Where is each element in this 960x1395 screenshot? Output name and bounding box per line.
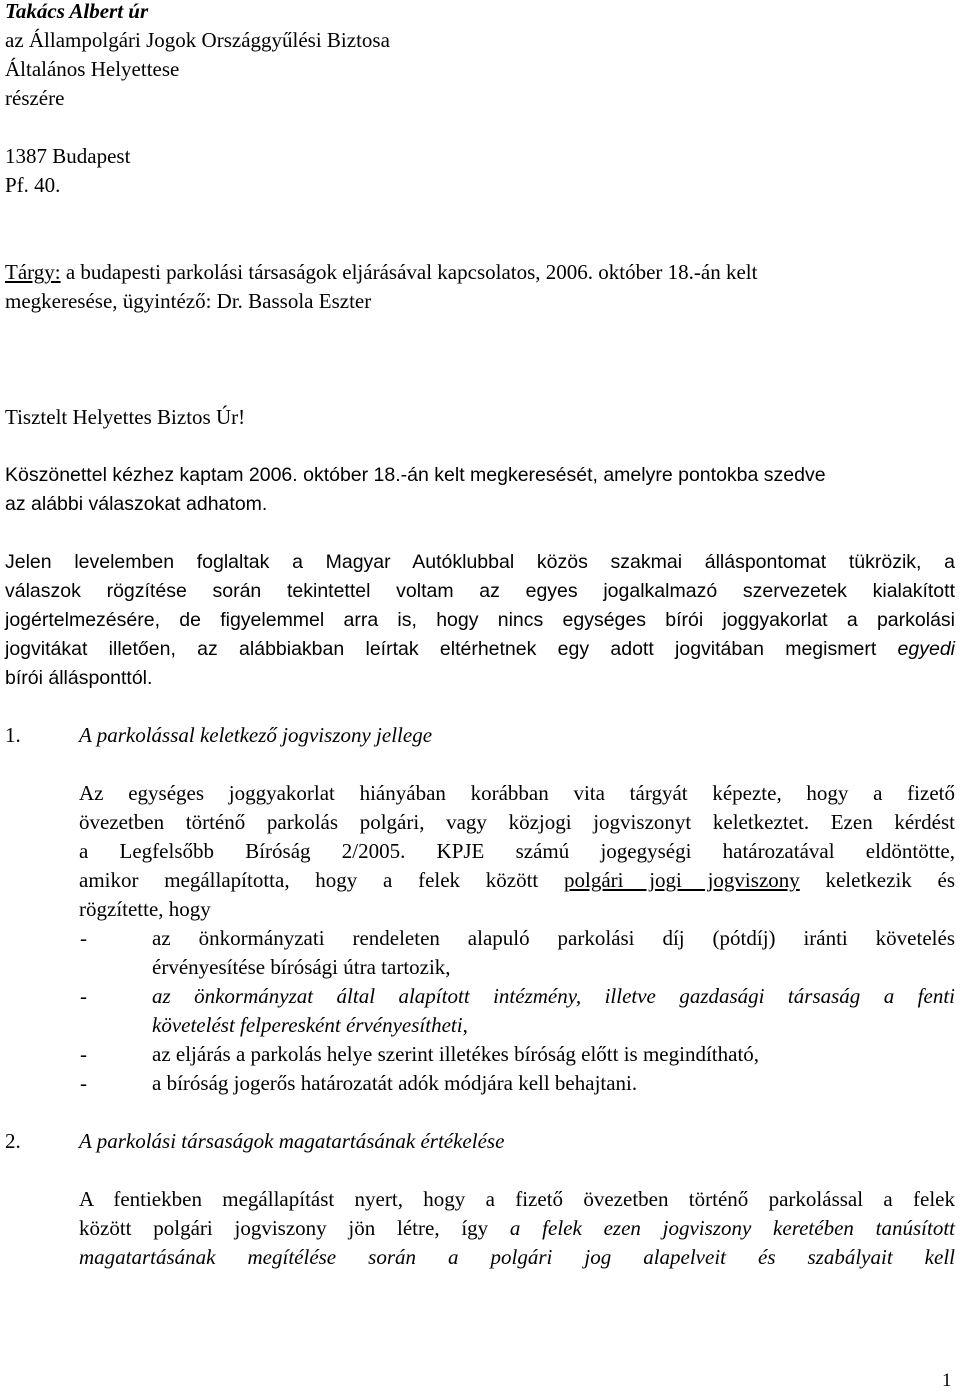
list-item-4-line-1: a bíróság jogerős határozatát adók módjára kell behajtani.	[152, 1071, 638, 1095]
section1-line-3: a Legfelsőbb Bíróság 2/2005. KPJE számú jogegységi határozatával eldöntötte,	[79, 839, 955, 863]
list-item-1-line-2: érvényesítése bírósági útra tartozik,	[152, 955, 451, 979]
section2-line-2-text: között polgári jogviszony jön létre, így	[79, 1216, 510, 1240]
section1-line-4-end: keletkezik és	[799, 868, 955, 892]
para1-line-3: jogértelmezésére, de figyelemmel arra is, hogy nincs egységes bírói joggyakorlat a parkolási	[5, 609, 955, 631]
page-number: 1	[942, 1370, 952, 1391]
addressee-pobox: Pf. 40.	[5, 173, 61, 197]
section2-number: 2.	[5, 1129, 21, 1153]
section1-line-5: rögzítette, hogy	[79, 897, 211, 921]
list-item-2-dash: -	[80, 984, 87, 1008]
list-item-4-dash: -	[80, 1071, 87, 1095]
para1-line-4-text: jogvitákat illetően, az alábbiakban leírtak eltérhetnek egy adott jogvitában megismert	[5, 638, 898, 660]
list-item-1-line-1: az önkormányzati rendeleten alapuló parkolási díj (pótdíj) iránti követelés	[152, 926, 955, 950]
subject-label: Tárgy:	[5, 260, 61, 284]
addressee-postal: 1387 Budapest	[5, 144, 131, 168]
intro-line-1: Köszönettel kézhez kaptam 2006. október 18.-án kelt megkeresését, amelyre pontokba szedve	[5, 464, 826, 486]
section2-line-2	[79, 1214, 955, 1243]
addressee-line-2: Általános Helyettese	[5, 57, 180, 81]
list-item-2-line-2	[152, 1011, 468, 1040]
para1-line-5: bírói állásponttól.	[5, 667, 153, 689]
intro-line-2: az alábbi válaszokat adhatom.	[5, 493, 268, 515]
list-item-2-line-2-italic: követelést felperesként érvényesítheti	[152, 1013, 463, 1037]
section1-line-4-underline: polgári jogi jogviszony	[564, 868, 800, 892]
para1-line-4	[5, 635, 955, 664]
list-item-2-line-1: az önkormányzat által alapított intézmény, illetve gazdasági társaság a fenti	[152, 984, 955, 1008]
list-item-3-line-1: az eljárás a parkolás helye szerint illetékes bíróság előtt is megindítható,	[152, 1042, 760, 1066]
salutation: Tisztelt Helyettes Biztos Úr!	[5, 405, 246, 429]
section1-line-4	[79, 866, 955, 895]
section1-title: A parkolással keletkező jogviszony jellege	[79, 723, 433, 747]
section1-line-2: övezetben történő parkolás polgári, vagy közjogi jogviszonyt keletkeztet. Ezen kérdést	[79, 810, 955, 834]
section1-number: 1.	[5, 723, 21, 747]
subject-line-1	[5, 258, 757, 287]
list-item-2-line-2-end: ,	[462, 1013, 468, 1037]
para1-line-1: Jelen levelemben foglaltak a Magyar Autóklubbal közös szakmai álláspontomat tükrözik, a	[5, 551, 955, 573]
section2-line-1: A fentiekben megállapítást nyert, hogy a fizető övezetben történő parkolással a felek	[79, 1187, 955, 1211]
section1-line-4-text: amikor megállapította, hogy a felek között	[79, 868, 564, 892]
addressee-line-3: részére	[5, 86, 65, 110]
subject-text: a budapesti parkolási társaságok eljárásával kapcsolatos, 2006. október 18.-án kelt	[60, 260, 758, 284]
section2-line-2-italic: a felek ezen jogviszony keretében tanúsított	[509, 1216, 955, 1240]
addressee-line-1: az Állampolgári Jogok Országgyűlési Biztosa	[5, 28, 390, 52]
list-item-1-dash: -	[80, 926, 87, 950]
section1-line-1: Az egységes joggyakorlat hiányában korábban vita tárgyát képezte, hogy a fizető	[79, 781, 955, 805]
para1-line-2: válaszok rögzítése során tekintettel voltam az egyes jogalkalmazó szervezetek kialakított	[5, 580, 955, 602]
para1-line-4-italic: egyedi	[897, 638, 955, 660]
section2-title: A parkolási társaságok magatartásának értékelése	[79, 1129, 505, 1153]
addressee-name: Takács Albert úr	[5, 0, 149, 23]
list-item-3-dash: -	[80, 1042, 87, 1066]
subject-line-2: megkeresése, ügyintéző: Dr. Bassola Eszter	[5, 289, 372, 313]
section2-line-3: magatartásának megítélése során a polgári jog alapelveit és szabályait kell	[79, 1245, 955, 1269]
